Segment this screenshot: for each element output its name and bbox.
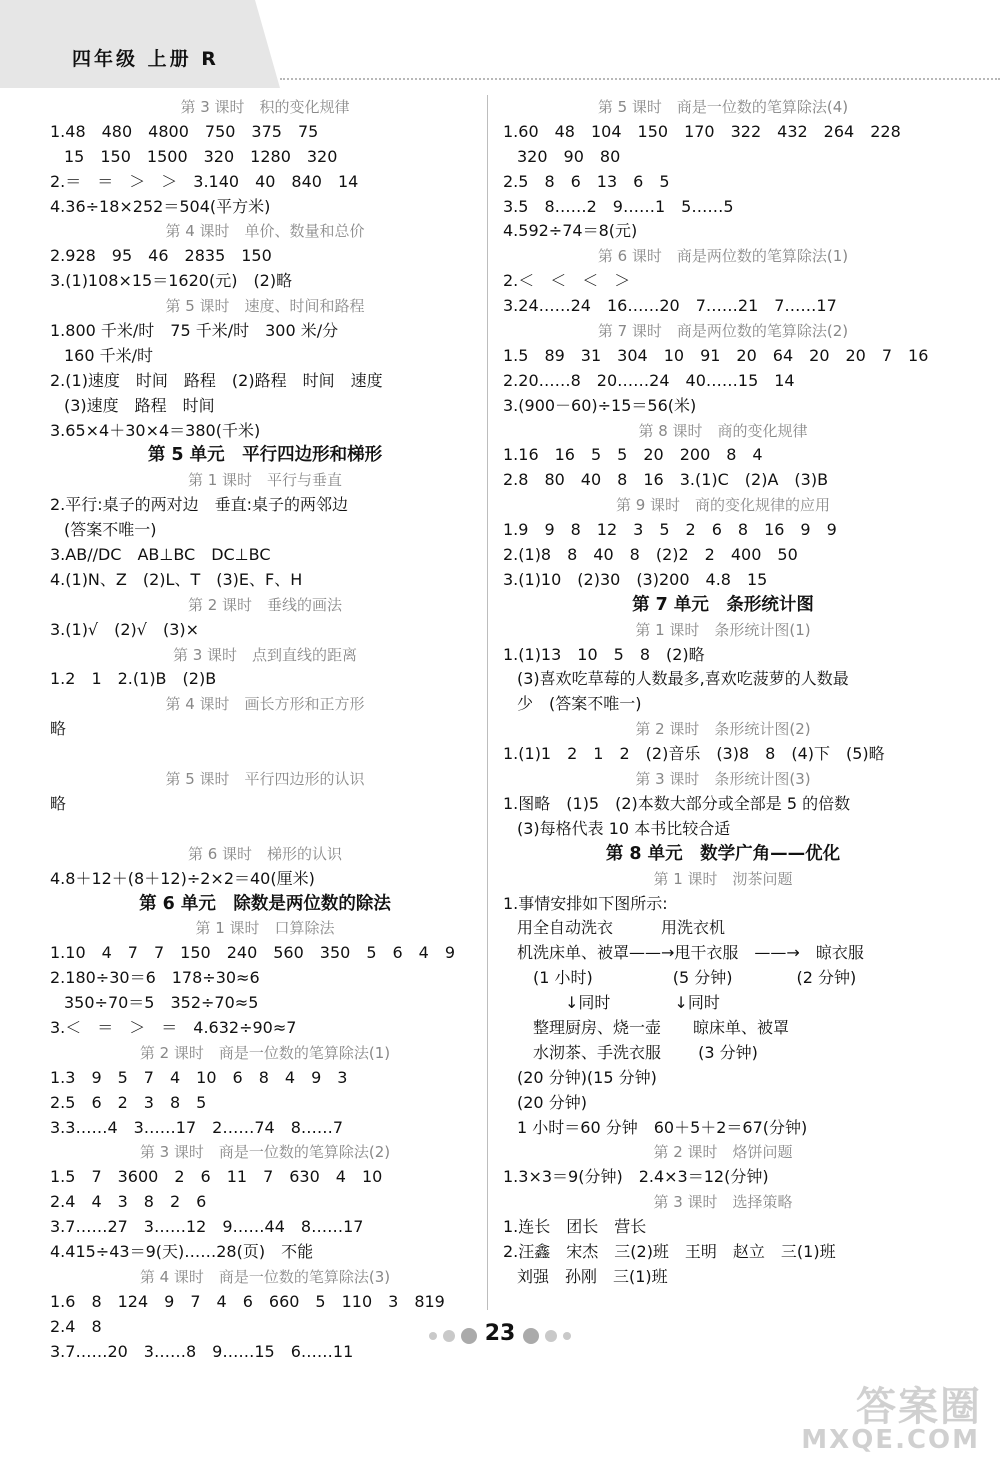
answer-line: 1.48 480 4800 750 375 75 — [50, 121, 319, 141]
lesson-heading: 第 6 课时 梯形的认识 — [187, 844, 343, 863]
answer-line: 水沏茶、手洗衣服 (3 分钟) — [517, 1042, 758, 1062]
answer-line: 略 — [50, 719, 67, 739]
dot-decoration — [461, 1328, 477, 1344]
answer-line: 1.60 48 104 150 170 322 432 264 228 — [503, 121, 901, 141]
answer-line: 3.7……27 3……12 9……44 8……17 — [50, 1217, 364, 1237]
lesson-heading: 第 3 课时 积的变化规律 — [180, 98, 350, 116]
answer-line: 2.＝ ＝ ＞ ＞ 3.140 40 840 14 — [50, 171, 359, 191]
dot-decoration — [523, 1328, 539, 1344]
lesson-heading: 第 3 课时 条形统计图(3) — [635, 770, 811, 789]
page-footer — [0, 1321, 1000, 1346]
answer-line: 1 小时＝60 分钟 60＋5＋2＝67(分钟) — [517, 1117, 808, 1137]
answer-line: 350÷70＝5 352÷70≈5 — [64, 993, 259, 1013]
answer-line: 机洗床单、被罩——→甩干衣服 ——→ 晾衣服 — [517, 943, 864, 963]
unit-heading: 第 6 单元 除数是两位数的除法 — [139, 893, 391, 914]
spacer — [50, 817, 480, 842]
left-column — [50, 95, 480, 1364]
lesson-heading: 第 9 课时 商的变化规律的应用 — [615, 496, 831, 515]
answer-line: 2.8 80 40 8 16 3.(1)C (2)A (3)B — [503, 470, 829, 490]
answer-line: 15 150 1500 320 1280 320 — [64, 146, 338, 166]
answer-line: 3.65×4＋30×4＝380(千米) — [50, 420, 261, 440]
lesson-heading: 第 2 课时 垂线的画法 — [187, 595, 343, 614]
answer-line: 4.8＋12＋(8＋12)÷2×2＝40(厘米) — [50, 868, 315, 888]
lesson-heading: 第 2 课时 条形统计图(2) — [635, 720, 811, 739]
lesson-heading: 第 3 课时 选择策略 — [653, 1193, 793, 1212]
answer-line: 3.3……4 3……17 2……74 8……7 — [50, 1117, 344, 1137]
answer-line: 160 千米/时 — [64, 345, 154, 365]
answer-line: 1.5 7 3600 2 6 11 7 630 4 10 — [50, 1167, 383, 1187]
answer-line: 1.800 千米/时 75 千米/时 300 米/分 — [50, 321, 339, 341]
column-divider — [487, 95, 488, 1310]
lesson-heading: 第 7 课时 商是两位数的笔算除法(2) — [597, 322, 849, 341]
dot-decoration — [545, 1330, 557, 1342]
answer-line: 3.(1)108×15＝1620(元) (2)略 — [50, 271, 293, 291]
answer-line: 2.4 4 3 8 2 6 — [50, 1192, 207, 1212]
answer-line: 320 90 80 — [517, 146, 621, 166]
lesson-heading: 第 1 课时 条形统计图(1) — [635, 620, 811, 639]
unit-heading: 第 8 单元 数学广角——优化 — [605, 843, 841, 864]
answer-line: 2.平行:桌子的两对边 垂直:桌子的两邻边 — [50, 495, 349, 515]
answer-line: 2.(1)8 8 40 8 (2)2 2 400 50 — [503, 545, 798, 565]
answer-line: 刘强 孙刚 三(1)班 — [517, 1266, 668, 1286]
answer-line: ↓同时 ↓同时 — [517, 993, 720, 1013]
dot-decoration — [443, 1330, 455, 1342]
answer-line: 2.汪鑫 宋杰 三(2)班 王明 赵立 三(1)班 — [503, 1241, 836, 1261]
unit-heading: 第 5 单元 平行四边形和梯形 — [147, 445, 383, 466]
lesson-heading: 第 8 课时 商的变化规律 — [638, 421, 808, 440]
lesson-heading: 第 6 课时 商是两位数的笔算除法(1) — [597, 247, 849, 266]
answer-line: 略 — [50, 793, 67, 813]
answer-line: 4.592÷74＝8(元) — [503, 221, 638, 241]
lesson-heading: 第 4 课时 单价、数量和总价 — [165, 222, 365, 241]
answer-line: 1.事情安排如下图所示: — [503, 893, 668, 913]
lesson-heading: 第 2 课时 商是一位数的笔算除法(1) — [139, 1043, 391, 1062]
answer-line: 1.连长 团长 营长 — [503, 1217, 647, 1237]
answer-line: (3)速度 路程 时间 — [64, 395, 215, 415]
answer-line: (1 小时) (5 分钟) (2 分钟) — [517, 968, 857, 988]
answer-line: 2.20……8 20……24 40……15 14 — [503, 370, 795, 390]
header-rule — [280, 78, 1000, 80]
dot-decoration — [429, 1332, 437, 1340]
answer-line: 1.(1)1 2 1 2 (2)音乐 (3)8 8 (4)下 (5)略 — [503, 744, 885, 764]
lesson-heading: 第 5 课时 商是一位数的笔算除法(4) — [597, 98, 849, 116]
answer-line: 4.(1)N、Z (2)L、T (3)E、F、H — [50, 569, 303, 589]
lesson-heading: 第 1 课时 口算除法 — [195, 919, 335, 938]
answer-line: (20 分钟) — [517, 1092, 587, 1112]
watermark-site: MXQE.COM — [801, 1425, 980, 1455]
answer-line: 用全自动洗衣 用洗衣机 — [517, 918, 726, 938]
answer-line: 2.5 6 2 3 8 5 — [50, 1092, 207, 1112]
unit-heading: 第 7 单元 条形统计图 — [632, 594, 814, 615]
answer-line: 2.4 8 — [50, 1316, 102, 1336]
answer-line: 3.24……24 16……20 7……21 7……17 — [503, 296, 837, 316]
answer-line: (20 分钟)(15 分钟) — [517, 1067, 657, 1087]
answer-line: 整理厨房、烧一壶 晾床单、被罩 — [517, 1017, 790, 1037]
page-number: 23 — [484, 1321, 516, 1346]
lesson-heading: 第 2 课时 烙饼问题 — [653, 1143, 793, 1162]
answer-line: 2.928 95 46 2835 150 — [50, 246, 272, 266]
answer-line: 1.6 8 124 9 7 4 6 660 5 110 3 819 — [50, 1291, 445, 1311]
answer-line: (3)喜欢吃草莓的人数最多,喜欢吃菠萝的人数最 — [517, 669, 849, 689]
answer-line: 3.(1)10 (2)30 (3)200 4.8 15 — [503, 569, 768, 589]
lesson-heading: 第 1 课时 沏茶问题 — [653, 869, 793, 888]
dot-decoration — [563, 1332, 571, 1340]
answer-line: 3.(900－60)÷15＝56(米) — [503, 395, 697, 415]
answer-line: (答案不唯一) — [64, 520, 157, 540]
answer-line: 3.5 8……2 9……1 5……5 — [503, 196, 734, 216]
answer-line: 2.5 8 6 13 6 5 — [503, 171, 670, 191]
answer-line: 4.36÷18×252＝504(平方米) — [50, 196, 271, 216]
answer-line: 1.9 9 8 12 3 5 2 6 8 16 9 9 — [503, 520, 837, 540]
answer-line: 1.3×3＝9(分钟) 2.4×3＝12(分钟) — [503, 1167, 769, 1187]
answer-line: 3.7……20 3……8 9……15 6……11 — [50, 1341, 354, 1361]
answer-line: 3.＜ ＝ ＞ ＝ 4.632÷90≈7 — [50, 1017, 297, 1037]
answer-line: 2.(1)速度 时间 路程 (2)路程 时间 速度 — [50, 370, 383, 390]
right-column — [503, 95, 943, 1290]
lesson-heading: 第 5 课时 速度、时间和路程 — [165, 297, 365, 316]
answer-line: 少 (答案不唯一) — [517, 694, 642, 714]
watermark-logo: 答案圈 — [856, 1384, 982, 1430]
answer-line: 1.10 4 7 7 150 240 560 350 5 6 4 9 — [50, 943, 456, 963]
answer-line: 1.3 9 5 7 4 10 6 8 4 9 3 — [50, 1067, 348, 1087]
answer-line: 2.＜ ＜ ＜ ＞ — [503, 271, 631, 291]
answer-line: 2.180÷30＝6 178÷30≈6 — [50, 968, 260, 988]
answer-line: 4.415÷43＝9(天)……28(页) 不能 — [50, 1241, 314, 1261]
lesson-heading: 第 4 课时 画长方形和正方形 — [165, 695, 365, 714]
answer-line: 1.图略 (1)5 (2)本数大部分或全部是 5 的倍数 — [503, 793, 851, 813]
answer-line: 1.2 1 2.(1)B (2)B — [50, 669, 217, 689]
lesson-heading: 第 1 课时 平行与垂直 — [187, 471, 343, 490]
lesson-heading: 第 3 课时 点到直线的距离 — [172, 645, 358, 664]
answer-line: 1.(1)13 10 5 8 (2)略 — [503, 644, 705, 664]
answer-line: (3)每格代表 10 本书比较合适 — [517, 818, 731, 838]
header-title: 四年级 上册 R — [72, 48, 219, 70]
answer-line: 1.16 16 5 5 20 200 8 4 — [503, 445, 763, 465]
spacer — [50, 742, 480, 767]
lesson-heading: 第 5 课时 平行四边形的认识 — [165, 770, 365, 789]
answer-line: 3.AB//DC AB⊥BC DC⊥BC — [50, 545, 271, 565]
lesson-heading: 第 3 课时 商是一位数的笔算除法(2) — [139, 1143, 391, 1162]
answer-line: 1.5 89 31 304 10 91 20 64 20 20 7 16 — [503, 345, 929, 365]
lesson-heading: 第 4 课时 商是一位数的笔算除法(3) — [139, 1267, 391, 1286]
answer-line: 3.(1)√ (2)√ (3)× — [50, 619, 200, 639]
